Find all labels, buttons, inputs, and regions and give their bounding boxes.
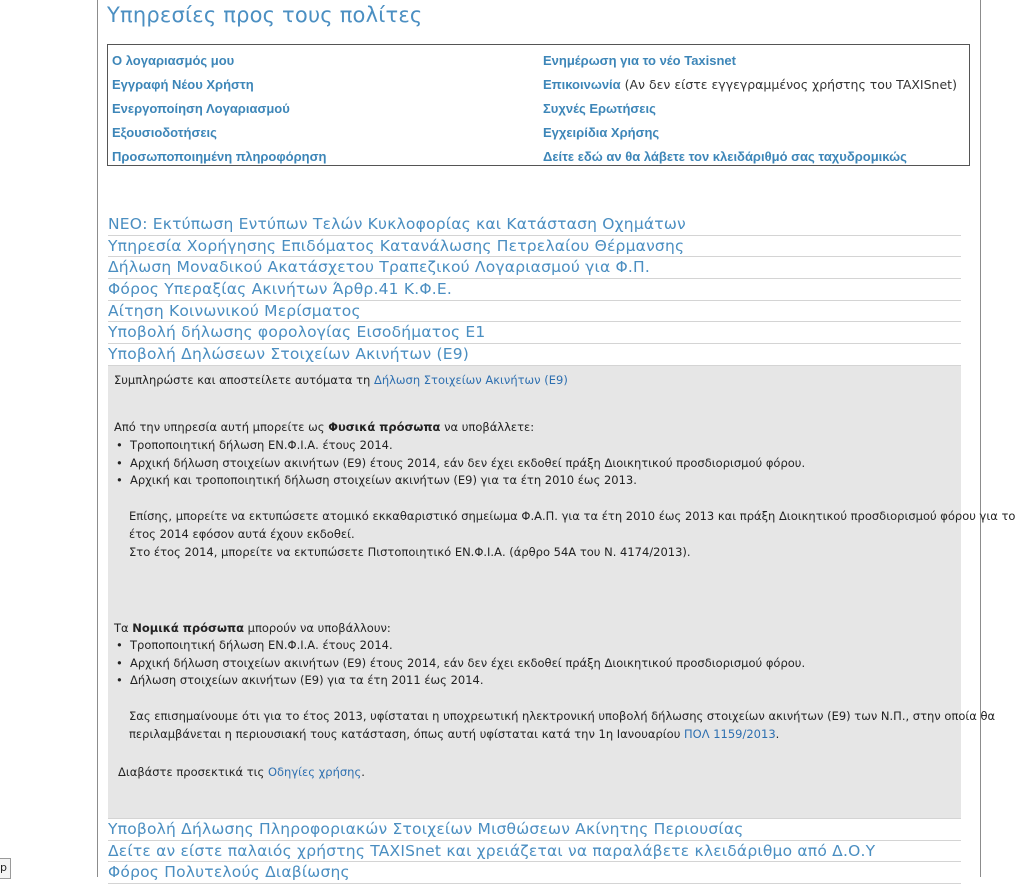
quick-links-box xyxy=(107,44,970,166)
service-capital-gains-tax[interactable]: Φόρος Υπεραξίας Ακινήτων Άρθρ.41 Κ.Φ.Ε. xyxy=(108,279,961,301)
contact-row xyxy=(543,73,957,97)
e9-panel xyxy=(108,366,1016,819)
side-tab[interactable]: p xyxy=(0,858,11,879)
service-unseizable-account[interactable]: Δήλωση Μοναδικού Ακατάσχετου Τραπεζικού Λογαριασμού για Φ.Π. xyxy=(108,257,961,279)
link-user-manuals[interactable]: Εγχειρίδια Χρήσης xyxy=(543,125,660,140)
phys-note: Στο έτος 2014, μπορείτε να εκτυπώσετε Πιστοποιητικό ΕΝ.Φ.Ι.Α. (άρθρο 54Α του Ν. 4174/2013). xyxy=(129,544,691,559)
read-instructions: Διαβάστε προσεκτικά τις Οδηγίες χρήσης. xyxy=(118,764,365,779)
list-item: • Αρχική και τροποποιητική δήλωση στοιχείων ακινήτων (Ε9) για τα έτη 2010 έως 2013. xyxy=(116,472,637,487)
link-activate-account[interactable]: Ενεργοποίηση Λογαριασμού xyxy=(112,101,290,116)
link-personalized-info[interactable]: Προσωποποιημένη πληροφόρηση xyxy=(112,149,327,164)
legal-note: περιλαμβάνεται η περιουσιακή τους κατάσταση, όπως αυτή υφίσταται κατά την 1η Ιανουαρίου ΠΟΛ 1159/2013. xyxy=(129,726,780,741)
link-postal-key[interactable]: Δείτε εδώ αν θα λάβετε τον κλειδάριθμό σας ταχυδρομικώς xyxy=(543,149,907,164)
service-old-user-key[interactable]: Δείτε αν είστε παλαιός χρήστης TAXISnet και χρειάζεται να παραλάβετε κλειδάριθμο από Δ.Ο.Υ xyxy=(108,841,961,863)
service-lease-declaration[interactable]: Υποβολή Δήλωσης Πληροφοριακών Στοιχείων Μισθώσεων Ακίνητης Περιουσίας xyxy=(108,819,961,841)
list-item: • Αρχική δήλωση στοιχείων ακινήτων (Ε9) έτους 2014, εάν δεν έχει εκδοθεί πράξη Διοικητικού προσδιορισμού φόρου. xyxy=(116,655,806,670)
service-vehicle-fees[interactable]: ΝΕΟ: Εκτύπωση Εντύπων Τελών Κυκλοφορίας και Κατάσταση Οχημάτων xyxy=(108,214,961,236)
service-social-dividend[interactable]: Αίτηση Κοινωνικού Μερίσματος xyxy=(108,301,961,323)
services-list xyxy=(108,214,1016,884)
service-income-tax-e1[interactable]: Υποβολή δήλωσης φορολογίας Εισοδήματος Ε1 xyxy=(108,322,961,344)
link-e9-declaration[interactable]: Δήλωση Στοιχείων Ακινήτων (Ε9) xyxy=(373,372,568,387)
list-item: • Τροποποιητική δήλωση ΕΝ.Φ.Ι.Α. έτους 2014. xyxy=(116,437,393,452)
legal-note: Σας επισημαίνουμε ότι για το έτος 2013, υφίσταται η υποχρεωτική ηλεκτρονική υποβολή δήλωσης στοιχείων ακινήτων (Ε9) των Ν.Π., στην οποία θα xyxy=(129,708,996,723)
link-my-account[interactable]: Ο λογαριασμός μου xyxy=(112,53,235,68)
link-register[interactable]: Εγγραφή Νέου Χρήστη xyxy=(112,77,254,92)
list-item: • Αρχική δήλωση στοιχείων ακινήτων (Ε9) έτους 2014, εάν δεν έχει εκδοθεί πράξη Διοικητικού προσδιορισμού φόρου. xyxy=(116,455,806,470)
legal-heading: Τα Νομικά πρόσωπα μπορούν να υποβάλλουν: xyxy=(114,620,391,635)
service-e9-declaration[interactable]: Υποβολή Δηλώσεων Στοιχείων Ακινήτων (Ε9) xyxy=(108,344,961,366)
list-item: • Τροποποιητική δήλωση ΕΝ.Φ.Ι.Α. έτους 2014. xyxy=(116,637,393,652)
phys-note: έτος 2014 εφόσον αυτά έχουν εκδοθεί. xyxy=(129,526,355,541)
link-pol-1159[interactable]: ΠΟΛ 1159/2013 xyxy=(684,726,776,741)
link-new-taxisnet-info[interactable]: Ενημέρωση για το νέο Taxisnet xyxy=(543,53,736,68)
service-heating-oil-allowance[interactable]: Υπηρεσία Χορήγησης Επιδόματος Κατανάλωσης Πετρελαίου Θέρμανσης xyxy=(108,236,961,258)
service-luxury-tax[interactable]: Φόρος Πολυτελούς Διαβίωσης xyxy=(108,862,961,884)
list-item: • Δήλωση στοιχείων ακινήτων (Ε9) για τα έτη 2011 έως 2014. xyxy=(116,672,484,687)
quick-links-left xyxy=(112,49,326,169)
link-authorizations[interactable]: Εξουσιοδοτήσεις xyxy=(112,125,217,140)
link-contact[interactable]: Επικοινωνία xyxy=(543,77,621,92)
page-title: Υπηρεσίες προς τους πολίτες xyxy=(107,3,423,27)
link-instructions[interactable]: Οδηγίες χρήσης xyxy=(267,764,362,779)
e9-intro: Συμπληρώστε και αποστείλετε αυτόματα τη Δήλωση Στοιχείων Ακινήτων (Ε9) xyxy=(114,372,568,387)
phys-heading: Από την υπηρεσία αυτή μπορείτε ως Φυσικά πρόσωπα να υποβάλλετε: xyxy=(114,419,535,434)
contact-note: (Αν δεν είστε εγγεγραμμένος χρήστης του TAXISnet) xyxy=(620,77,957,92)
link-faq[interactable]: Συχνές Ερωτήσεις xyxy=(543,101,656,116)
page-container xyxy=(97,0,1016,882)
quick-links-right xyxy=(543,49,957,169)
phys-note: Επίσης, μπορείτε να εκτυπώσετε ατομικό εκκαθαριστικό σημείωμα Φ.Α.Π. για τα έτη 2010 έως 2013 και πράξη Διοικητικού προσδιορισμού φόρου για το xyxy=(129,508,1016,523)
